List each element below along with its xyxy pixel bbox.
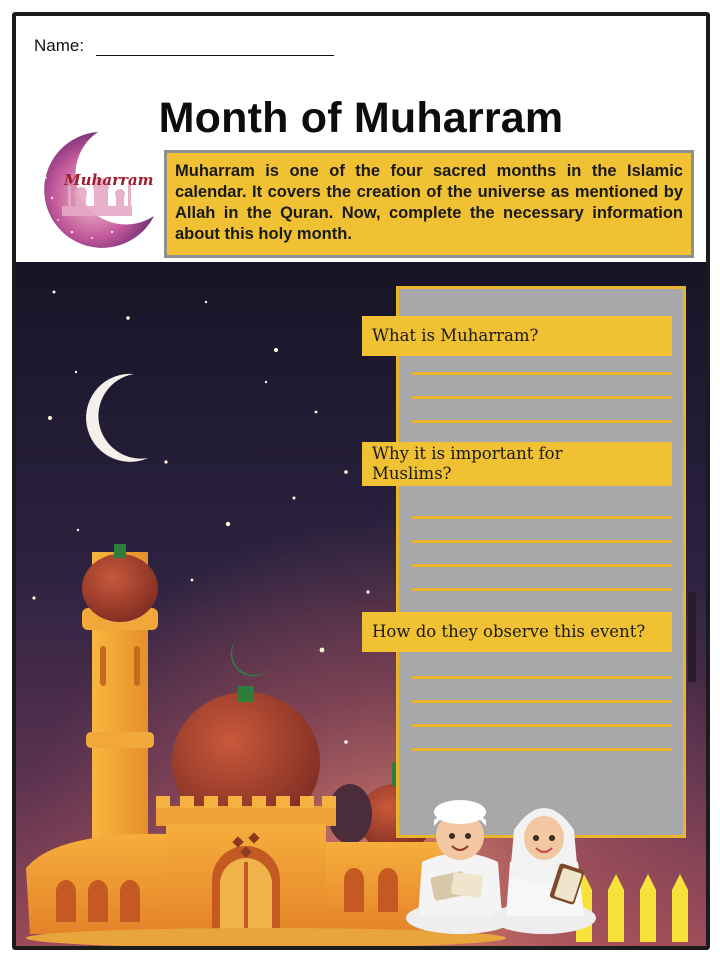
crescent-moon-mosque-icon [32,128,162,252]
answer-line[interactable] [412,676,672,679]
name-field[interactable] [96,37,334,56]
name-label: Name: [34,36,85,55]
answer-line[interactable] [412,748,672,751]
worksheet [12,12,710,950]
intro-box: Muharram is one of the four sacred months in the Islamic calendar. It covers the creation of the universe as mentioned by Allah in the Quran. Now, complete the necessary information about this holy month. [164,150,694,258]
answer-line[interactable] [412,372,672,375]
question-2-label: Why it is important for Muslims? [362,442,672,486]
answer-line[interactable] [412,420,672,423]
answer-line[interactable] [412,540,672,543]
scene-illustration [16,262,706,946]
answer-line[interactable] [412,700,672,703]
question-panel [396,286,686,838]
muharram-logo [32,128,162,252]
logo-text: Muharram [64,171,154,189]
page-title: Month of Muharram [158,94,564,142]
answer-line[interactable] [412,516,672,519]
answer-line[interactable] [412,588,672,591]
name-row [34,36,334,56]
answer-line[interactable] [412,564,672,567]
question-3-label: How do they observe this event? [362,612,672,652]
answer-line[interactable] [412,724,672,727]
answer-line[interactable] [412,396,672,399]
question-1-label: What is Muharram? [362,316,672,356]
reading-children-illustration [402,790,602,940]
